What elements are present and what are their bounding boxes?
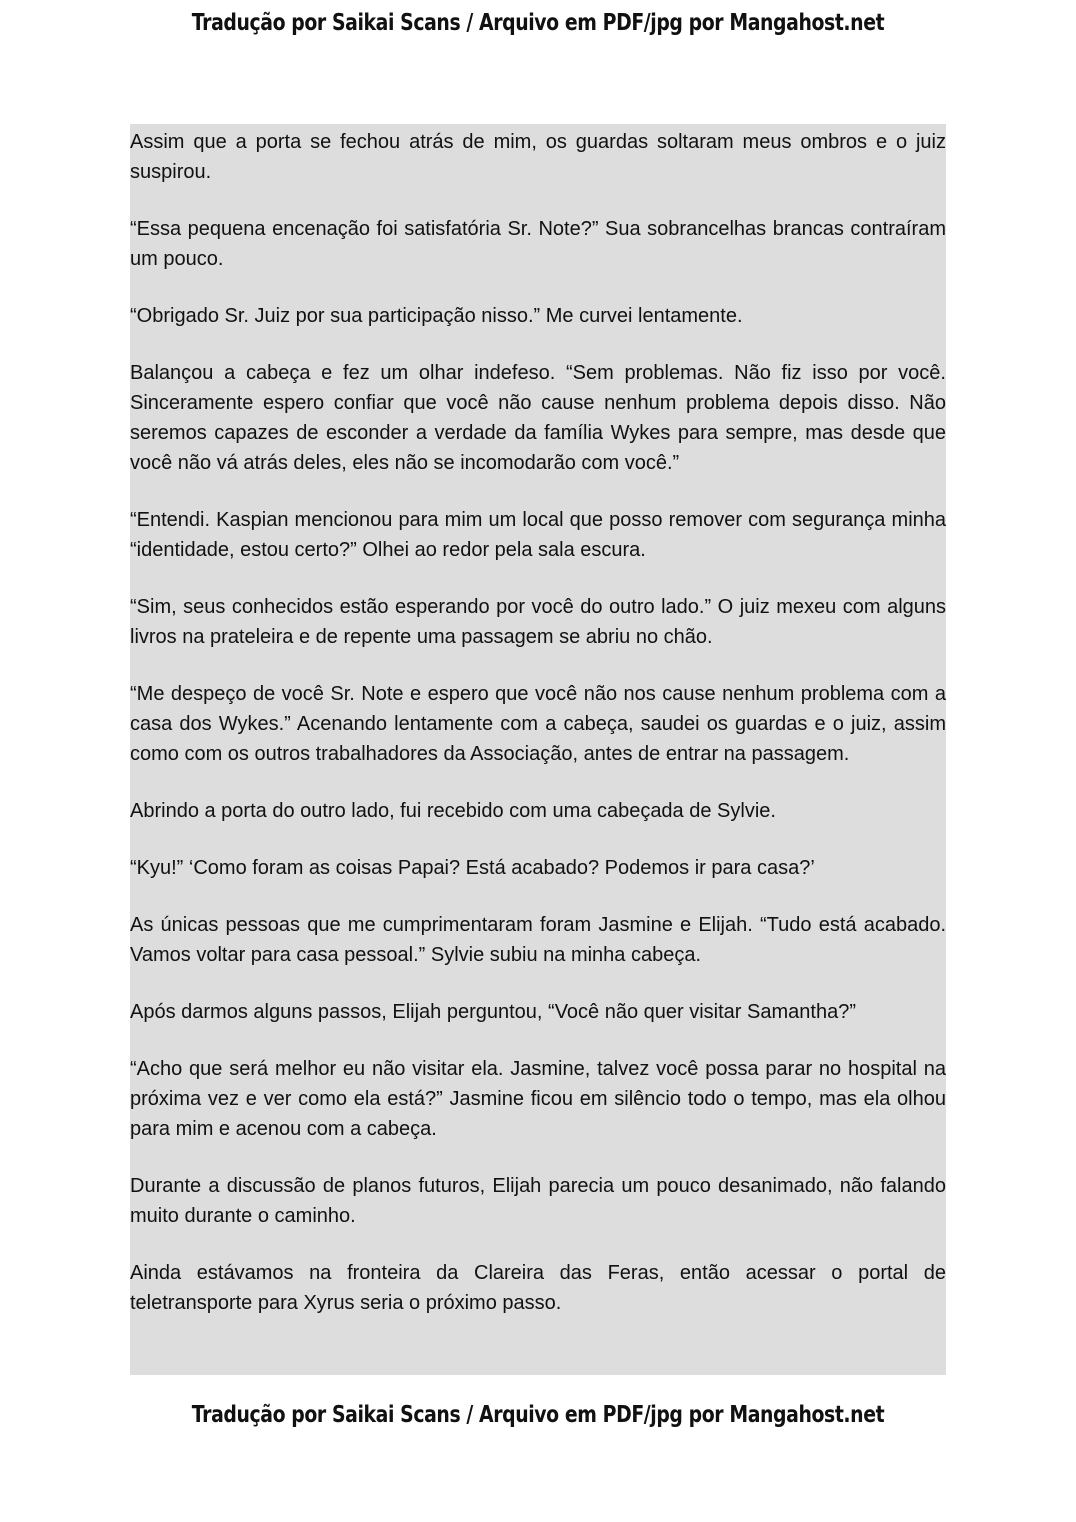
footer-credit: Tradução por Saikai Scans / Arquivo em PDF/jpg por Mangahost.net	[191, 1402, 885, 1428]
paragraph: “Kyu!” ‘Como foram as coisas Papai? Está acabado? Podemos ir para casa?’	[130, 857, 815, 879]
header-credit: Tradução por Saikai Scans / Arquivo em PDF/jpg por Mangahost.net	[191, 10, 885, 36]
paragraph: Durante a discussão de planos futuros, Elijah parecia um pouco desanimado, não falando muito durante o caminho.	[130, 1175, 946, 1227]
paragraph: “Essa pequena encenação foi satisfatória Sr. Note?” Sua sobrancelhas brancas contraíram um pouco.	[130, 218, 946, 270]
paragraph: “Acho que será melhor eu não visitar ela. Jasmine, talvez você possa parar no hospital na próxima vez e ver como ela está?” Jasmine ficou em silêncio todo o tempo, mas ela olhou para mim e acenou com a cabeça.	[130, 1058, 946, 1140]
paragraph: “Me despeço de você Sr. Note e espero que você não nos cause nenhum problema com a casa dos Wykes.” Acenando lentamente com a cabeça, saudei os guardas e o juiz, assim como com os outros trabalhadores da Associação, antes de entrar na passagem.	[130, 683, 946, 765]
paragraph: Ainda estávamos na fronteira da Clareira das Feras, então acessar o portal de teletransporte para Xyrus seria o próximo passo.	[130, 1262, 946, 1314]
paragraph: “Obrigado Sr. Juiz por sua participação nisso.” Me curvei lentamente.	[130, 305, 743, 327]
paragraph: “Sim, seus conhecidos estão esperando por você do outro lado.” O juiz mexeu com alguns livros na prateleira e de repente uma passagem se abriu no chão.	[130, 596, 946, 648]
paragraph: Abrindo a porta do outro lado, fui recebido com uma cabeçada de Sylvie.	[130, 800, 776, 822]
paragraph: Assim que a porta se fechou atrás de mim, os guardas soltaram meus ombros e o juiz suspirou.	[130, 131, 946, 183]
paragraph: Após darmos alguns passos, Elijah perguntou, “Você não quer visitar Samantha?”	[130, 1001, 856, 1023]
paragraph: Balançou a cabeça e fez um olhar indefeso. “Sem problemas. Não fiz isso por você. Sinceramente espero confiar que você não cause nenhum problema depois disso. Não seremos capazes de esconder a verdade da família Wykes para sempre, mas desde que você não vá atrás deles, eles não se incomodarão com você.”	[130, 362, 946, 474]
text-block	[130, 124, 946, 1375]
paragraph: “Entendi. Kaspian mencionou para mim um local que posso remover com segurança minha “identidade, estou certo?” Olhei ao redor pela sala escura.	[130, 509, 946, 561]
paragraph: As únicas pessoas que me cumprimentaram foram Jasmine e Elijah. “Tudo está acabado. Vamos voltar para casa pessoal.” Sylvie subiu na minha cabeça.	[130, 914, 946, 966]
